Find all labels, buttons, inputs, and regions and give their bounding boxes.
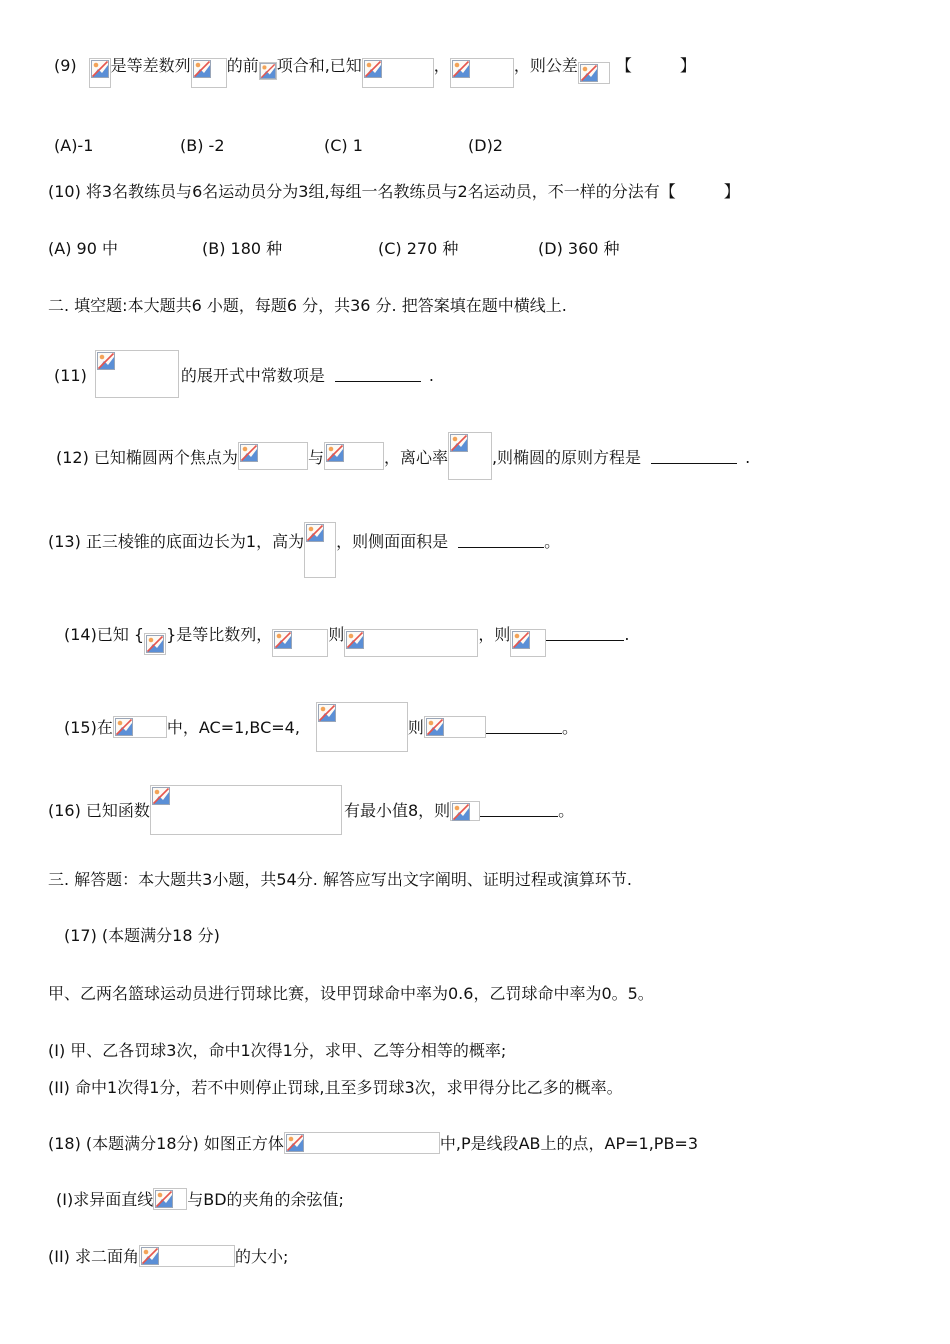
- option-a: (A)-1: [54, 136, 94, 155]
- formula-image: [324, 442, 384, 470]
- question-17-title: [64, 926, 220, 946]
- broken-image-icon: [155, 1190, 173, 1208]
- formula-image: [448, 432, 492, 480]
- formula-image: [150, 785, 342, 835]
- question-number: (9): [54, 56, 77, 75]
- question-9: [54, 56, 696, 88]
- broken-image-icon: [146, 635, 164, 653]
- broken-image-icon: [450, 434, 468, 452]
- formula-image: [238, 442, 308, 470]
- text: 有最小值8，则: [343, 801, 451, 820]
- section-2-heading: [48, 296, 567, 316]
- broken-image-icon: [318, 704, 336, 722]
- question-10-options: [48, 239, 620, 259]
- formula-image: [362, 58, 434, 88]
- broken-image-icon: [364, 60, 382, 78]
- question-15: [64, 702, 578, 752]
- text: (16) 已知函数: [48, 801, 150, 820]
- text: (12) 已知椭圆两个焦点为: [56, 448, 238, 467]
- question-18: [48, 1132, 698, 1154]
- text: (14)已知 {: [64, 625, 145, 644]
- formula-image: [191, 58, 227, 88]
- text: ，: [433, 56, 450, 75]
- text: }是等比数列，: [166, 625, 273, 644]
- text: (13) 正三棱锥的底面边长为1，高为: [48, 532, 305, 551]
- section-3-heading: [48, 870, 632, 890]
- question-14: [64, 625, 629, 657]
- text: (I)求异面直线: [56, 1190, 154, 1209]
- broken-image-icon: [426, 718, 444, 736]
- formula-image: [259, 62, 277, 80]
- question-16: [48, 785, 574, 835]
- question-text: (II) 命中1次得1分，若不中则停止罚球,且至多罚球3次，求甲得分比乙多的概率。: [48, 1078, 623, 1097]
- option-b: (B) -2: [180, 136, 225, 155]
- formula-image: [113, 716, 167, 738]
- answer-blank: [480, 801, 558, 817]
- broken-image-icon: [306, 524, 324, 542]
- text: .: [624, 625, 630, 644]
- question-13: [48, 522, 560, 578]
- text: 则: [328, 625, 345, 644]
- broken-image-icon: [141, 1247, 159, 1265]
- broken-image-icon: [115, 718, 133, 736]
- text: 项合和,已知: [276, 56, 362, 75]
- formula-image: [450, 801, 480, 821]
- answer-blank: [486, 718, 562, 734]
- question-17-part-1: [48, 1041, 506, 1061]
- question-text: 甲、乙两名篮球运动员进行罚球比赛，设甲罚球命中率为0.6，乙罚球命中率为0。5。: [48, 984, 654, 1003]
- text: 的前: [226, 56, 259, 75]
- question-17-part-2: [48, 1078, 623, 1098]
- broken-image-icon: [152, 787, 170, 805]
- broken-image-icon: [346, 631, 364, 649]
- formula-image: [284, 1132, 440, 1154]
- broken-image-icon: [260, 63, 276, 79]
- question-17-intro: [48, 984, 654, 1004]
- question-text: (I) 甲、乙各罚球3次，命中1次得1分，求甲、乙等分相等的概率;: [48, 1041, 507, 1060]
- answer-blank: [546, 625, 624, 641]
- broken-image-icon: [286, 1134, 304, 1152]
- text: 与: [307, 448, 324, 467]
- section-title: 二. 填空题:本大题共6 小题，每题6 分，共36 分. 把答案填在题中横线上.: [48, 296, 567, 315]
- text: 则: [407, 718, 424, 737]
- text: 的展开式中常数项是: [180, 366, 325, 385]
- answer-bracket: 【 】: [615, 56, 696, 75]
- question-11: [54, 350, 434, 398]
- formula-image: [304, 522, 336, 578]
- text: ，离心率: [383, 448, 448, 467]
- formula-image: [89, 58, 111, 88]
- question-18-part-2: [48, 1245, 288, 1267]
- formula-image: [95, 350, 179, 398]
- text: 中,P是线段AB上的点，AP=1,PB=3: [439, 1134, 699, 1153]
- question-10: [48, 182, 740, 202]
- formula-image: [272, 629, 328, 657]
- broken-image-icon: [193, 60, 211, 78]
- answer-blank: [651, 448, 737, 464]
- option-c: (C) 270 种: [378, 239, 459, 258]
- broken-image-icon: [240, 444, 258, 462]
- option-c: (C) 1: [324, 136, 363, 155]
- broken-image-icon: [274, 631, 292, 649]
- text: (15)在: [64, 718, 113, 737]
- text: .: [745, 448, 751, 467]
- text: ，则公差: [513, 56, 578, 75]
- formula-image: [578, 62, 610, 84]
- question-12: [56, 432, 750, 480]
- formula-image: [450, 58, 514, 88]
- formula-image: [344, 629, 478, 657]
- text: 。: [544, 532, 561, 551]
- text: .: [428, 366, 434, 385]
- text: ,则椭圆的原则方程是: [491, 448, 642, 467]
- broken-image-icon: [91, 60, 109, 78]
- text: 。: [558, 801, 575, 820]
- option-a: (A) 90 中: [48, 239, 118, 258]
- question-text: (10) 将3名教练员与6名运动员分为3组,每组一名教练员与2名运动员，不一样的分法有【 】: [48, 182, 740, 201]
- option-d: (D) 360 种: [538, 239, 620, 258]
- broken-image-icon: [452, 60, 470, 78]
- formula-image: [139, 1245, 235, 1267]
- text: ，则侧面面积是: [336, 532, 449, 551]
- text: (II) 求二面角: [48, 1247, 140, 1266]
- text: ，则: [478, 625, 511, 644]
- formula-image: [424, 716, 486, 738]
- broken-image-icon: [452, 803, 470, 821]
- formula-image: [153, 1188, 187, 1210]
- question-title: (17) (本题满分18 分): [64, 926, 220, 945]
- text: 。: [561, 718, 578, 737]
- broken-image-icon: [580, 64, 598, 82]
- option-d: (D)2: [468, 136, 503, 155]
- broken-image-icon: [97, 352, 115, 370]
- text: 中，AC=1,BC=4,: [166, 718, 300, 737]
- question-18-part-1: [56, 1188, 344, 1210]
- answer-blank: [458, 532, 544, 548]
- formula-image: [144, 633, 166, 655]
- option-b: (B) 180 种: [202, 239, 283, 258]
- broken-image-icon: [512, 631, 530, 649]
- text: 与BD的夹角的余弦值;: [187, 1190, 344, 1209]
- question-9-options: [54, 136, 503, 156]
- formula-image: [316, 702, 408, 752]
- broken-image-icon: [326, 444, 344, 462]
- text: (18) (本题满分18分) 如图正方体: [48, 1134, 284, 1153]
- answer-blank: [335, 366, 421, 382]
- question-number: (11): [54, 366, 87, 385]
- formula-image: [510, 629, 546, 657]
- text: 是等差数列: [110, 56, 191, 75]
- text: 的大小;: [235, 1247, 289, 1266]
- section-title: 三. 解答题：本大题共3小题，共54分. 解答应写出文字阐明、证明过程或演算环节.: [48, 870, 632, 889]
